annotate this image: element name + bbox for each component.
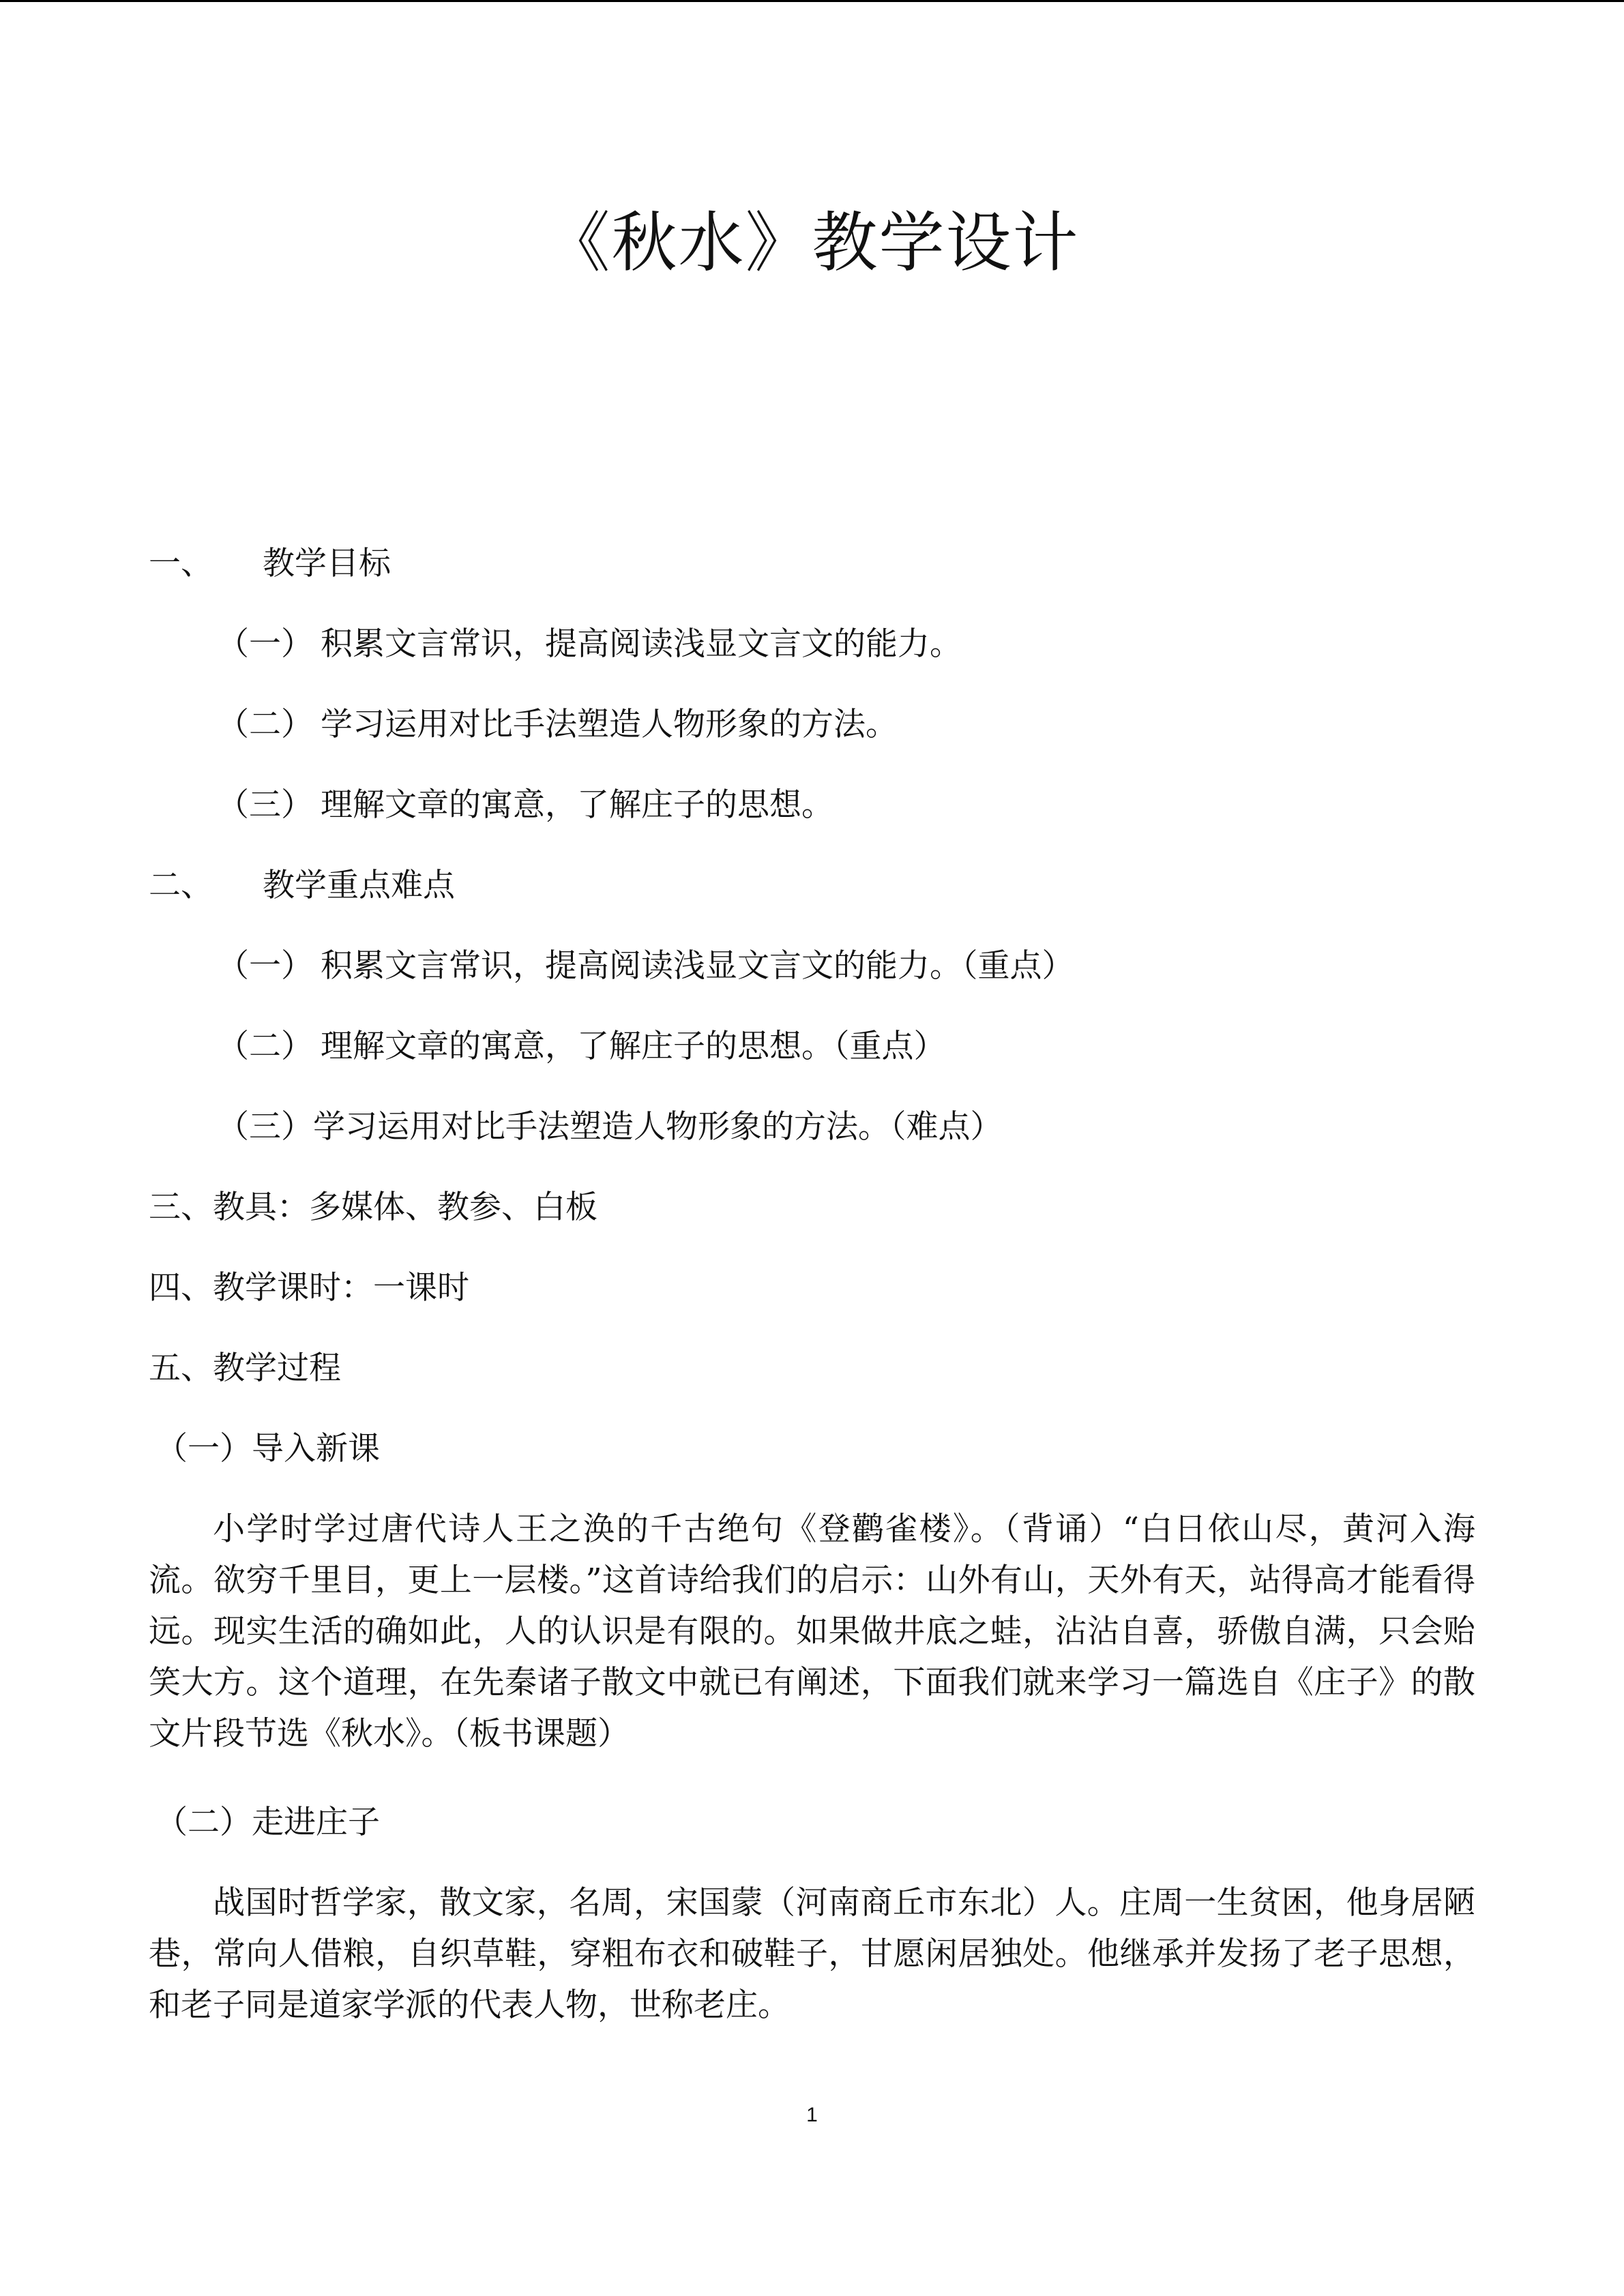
item-text: 积累文言常识，提高阅读浅显文言文的能力。（重点） [321, 947, 1074, 985]
step-heading-zhuangzi: （二）走进庄子 [156, 1804, 380, 1841]
item-text: 理解文章的寓意，了解庄子的思想。 [321, 786, 833, 824]
section-heading-tools: 三、教具：多媒体、教参、白板 [149, 1189, 597, 1226]
section-title: 教学目标 [263, 545, 391, 582]
objective-item [0, 703, 1624, 747]
document-title: 《秋水》教学设计 [544, 205, 1080, 281]
section-number: 一、 [149, 545, 213, 582]
key-point-item: （三）学习运用对比手法塑造人物形象的方法。（难点） [217, 1108, 1003, 1146]
objective-item [0, 784, 1624, 827]
step-heading-introduction: （一）导入新课 [156, 1430, 380, 1467]
zhuangzi-paragraph: 战国时哲学家，散文家，名周，宋国蒙（河南商丘市东北）人。庄周一生贫困，他身居陋巷，常向人借粮，自织草鞋，穿粗布衣和破鞋子，甘愿闲居独处。他继承并发扬了老子思想，和老子同是道家学派的代表人物，世称老庄。 [149, 1884, 1475, 2024]
section-title: 教学重点难点 [263, 867, 455, 904]
section-heading-process: 五、教学过程 [149, 1350, 341, 1387]
introduction-paragraph: 小学时学过唐代诗人王之涣的千古绝句《登鹳雀楼》。（背诵）“白日依山尽，黄河入海流。欲穷千里目，更上一层楼。”这首诗给我们的启示：山外有山，天外有天，站得高才能看得远。现实生活的确如此，人的认识是有限的。如果做井底之蛙，沾沾自喜，骄傲自满，只会贻笑大方。这个道理，在先秦诸子散文中就已有阐述，下面我们就来学习一篇选自《庄子》的散文片段节选《秋水》。（板书课题） [149, 1510, 1475, 1753]
key-point-item [0, 1025, 1624, 1069]
key-point-item [0, 944, 1624, 988]
page-number: 1 [806, 2104, 818, 2126]
item-number: （三） [217, 786, 313, 824]
item-number: （一） [217, 625, 313, 663]
section-heading-key-points [0, 864, 1624, 908]
objective-item [0, 623, 1624, 666]
section-heading-class-hours: 四、教学课时：一课时 [149, 1269, 469, 1307]
section-heading-objectives [0, 542, 1624, 586]
item-text: 理解文章的寓意，了解庄子的思想。（重点） [321, 1028, 946, 1065]
item-number: （二） [217, 706, 313, 743]
item-text: 积累文言常识，提高阅读浅显文言文的能力。 [321, 625, 962, 663]
section-number: 二、 [149, 867, 213, 904]
item-number: （二） [217, 1028, 313, 1065]
item-text: 学习运用对比手法塑造人物形象的方法。 [321, 706, 898, 743]
item-number: （一） [217, 947, 313, 985]
